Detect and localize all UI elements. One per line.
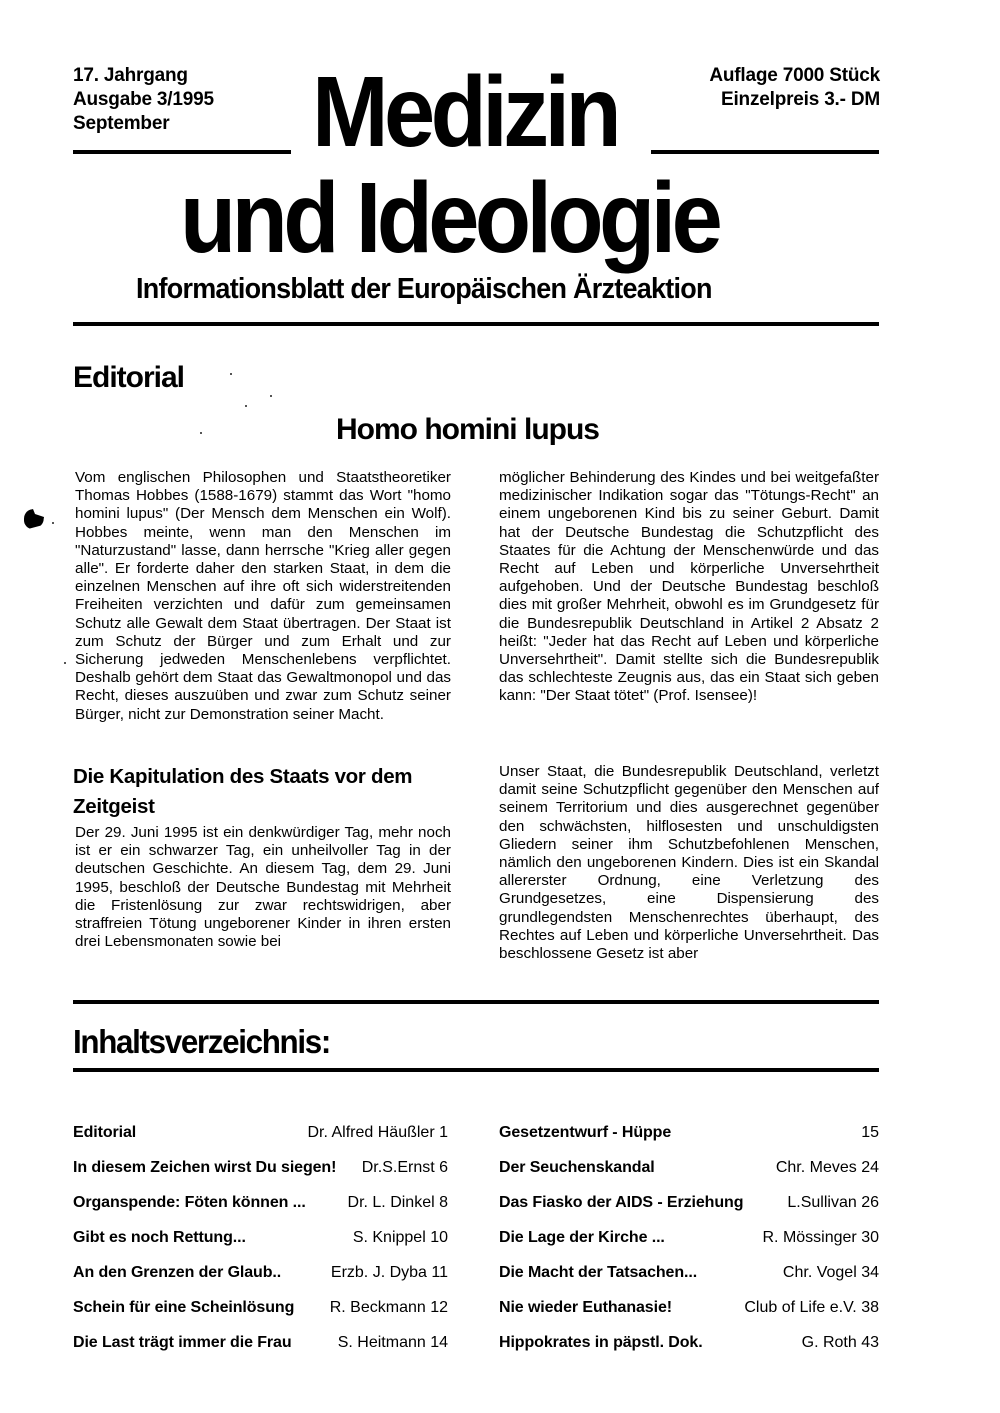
toc-entry-author-page: 15 <box>861 1124 879 1141</box>
toc-entry-title: Hippokrates in päpstl. Dok. <box>499 1334 703 1351</box>
toc-entry-author-page: R. Beckmann 12 <box>329 1299 448 1316</box>
editorial-column-left <box>75 469 451 724</box>
toc-divider-top <box>73 1000 879 1004</box>
toc-entry-title: Das Fiasko der AIDS - Erziehung <box>499 1194 744 1211</box>
toc-entry[interactable] <box>73 1227 448 1262</box>
toc-entry-author-page: Dr. Alfred Häußler 1 <box>307 1124 448 1141</box>
toc-entry-author-page: Dr. L. Dinkel 8 <box>347 1194 448 1211</box>
scan-speck <box>270 395 272 397</box>
scan-speck <box>64 662 66 664</box>
editorial-paragraph: Der 29. Juni 1995 ist ein denkwürdiger Tag, mehr noch ist er ein schwarzer Tag, ein unheilvoller Tag in der deutschen Geschichte. An diesem Tag, dem 29. Juni 1995, beschloß der Deutsche Bundestag mit Mehrheit die Fristenlösung zur zwar rechtswidrigen, aber straffreien Tötung ungeborener Kinder in ihren ersten drei Lebensmonaten sowie bei <box>75 824 451 951</box>
toc-entry[interactable] <box>73 1157 448 1192</box>
toc-entry[interactable] <box>73 1122 448 1157</box>
toc-entry-author-page: G. Roth 43 <box>801 1334 879 1351</box>
toc-entry-author-page: Chr. Meves 24 <box>775 1159 879 1176</box>
scan-speck <box>245 405 247 407</box>
editorial-column-right <box>499 469 879 706</box>
unit-price: Einzelpreis 3.- DM <box>721 89 880 110</box>
editorial-paragraph: Vom englischen Philosophen und Staatstheoretiker Thomas Hobbes (1588-1679) stammt das Wort "homo homini lupus" (Der Mensch dem Menschen ein Wolf). Hobbes meinte, wenn man den Menschen im "Naturzustand" lasse, dann herrsche "Krieg aller gegen alle". Er forderte daher den starken Staat, in dem die einzelnen Menschen auf ihre oft sich widerstreitenden Freiheiten verzichten und dafür zum gemeinsamen Schutz alle Gewalt dem Staat übertragen. Der Staat ist zum Schutz der Bürger und zum Erhalt und zur Sicherung jedweden Menschenlebens verpflichtet. Deshalb gehört dem Staat das Gewaltmonopol und das Recht, dieses auszuüben und zwar zum Schutz seiner Bürger, nicht zur Demonstration seiner Macht. <box>75 469 451 723</box>
editorial-subheading: Die Kapitulation des Staats vor dem Zeitgeist <box>73 765 413 818</box>
section-title-editorial: Editorial <box>73 361 185 394</box>
masthead-title-line-1: Medizin <box>312 56 618 168</box>
toc-entry-title: Schein für eine Scheinlösung <box>73 1299 295 1316</box>
masthead-title-line-2: und Ideologie <box>180 162 719 274</box>
toc-entry-author-page: Dr.S.Ernst 6 <box>361 1159 448 1176</box>
ink-blot <box>24 509 44 529</box>
toc-column-left <box>73 1122 448 1367</box>
toc-entry-author-page: R. Mössinger 30 <box>762 1229 879 1246</box>
issue-number: Ausgabe 3/1995 <box>73 89 214 110</box>
toc-entry-title: In diesem Zeichen wirst Du siegen! <box>73 1159 337 1176</box>
scan-speck <box>230 373 232 375</box>
print-info <box>709 64 880 112</box>
toc-entry-title: Die Lage der Kirche ... <box>499 1229 665 1246</box>
print-run: Auflage 7000 Stück <box>709 65 880 86</box>
issue-info <box>73 64 214 136</box>
toc-entry-author-page: S. Knippel 10 <box>352 1229 448 1246</box>
toc-entry-title: An den Grenzen der Glaub.. <box>73 1264 282 1281</box>
toc-entry-title: Der Seuchenskandal <box>499 1159 655 1176</box>
editorial-paragraph: möglicher Behinderung des Kindes und bei weitgefaßter medizinischer Indikation sogar das "Tötungs-Recht" an einem ungeborenen Kind bis zu seiner Geburt. Damit hat der Deutsche Bundestag die Schutzpflicht des Staates für die Achtung der Menschenwürde und das Recht auf Leben und körperliche Unversehrtheit aufgehoben. Und der Deutsche Bundestag beschloß dies mit großer Mehrheit, obwohl es im Grundgesetz für die Bundesrepublik Deutschland in Artikel 2 Absatz 2 heißt: "Jeder hat das Recht auf Leben und körperliche Unversehrtheit". Damit stellte sich die Bundesrepublik das schlechteste Zeugnis aus, das ein Staat sich geben kann: "Der Staat tötet" (Prof. Isensee)! <box>499 469 879 705</box>
toc-entry[interactable] <box>499 1122 879 1157</box>
toc-entry-title: Gesetzentwurf - Hüppe <box>499 1124 672 1141</box>
toc-entry-title: Die Macht der Tatsachen... <box>499 1264 698 1281</box>
issue-volume: 17. Jahrgang <box>73 65 188 86</box>
masthead-subtitle: Informationsblatt der Europäischen Ärzteaktion <box>136 273 712 305</box>
editorial-column-left-continued <box>75 824 451 951</box>
toc-entry[interactable] <box>499 1192 879 1227</box>
article-title: Homo homini lupus <box>336 413 599 446</box>
toc-entry-author-page: Erzb. J. Dyba 11 <box>330 1264 448 1281</box>
header-divider <box>73 322 879 326</box>
toc-entry[interactable] <box>499 1332 879 1367</box>
toc-divider-bottom <box>73 1068 879 1072</box>
toc-entry[interactable] <box>499 1297 879 1332</box>
toc-entry-author-page: L.Sullivan 26 <box>787 1194 879 1211</box>
scan-speck <box>200 432 202 434</box>
scan-speck <box>52 522 54 524</box>
toc-entry-title: Gibt es noch Rettung... <box>73 1229 246 1246</box>
toc-entry-title: Editorial <box>73 1124 137 1141</box>
toc-entry-author-page: Chr. Vogel 34 <box>782 1264 879 1281</box>
toc-entry[interactable] <box>499 1262 879 1297</box>
toc-entry[interactable] <box>73 1192 448 1227</box>
toc-entry[interactable] <box>499 1227 879 1262</box>
toc-entry[interactable] <box>499 1157 879 1192</box>
toc-title: Inhaltsverzeichnis: <box>73 1023 330 1060</box>
masthead-rule-left <box>73 150 291 154</box>
masthead-rule-right <box>651 150 879 154</box>
toc-entry-title: Organspende: Föten können ... <box>73 1194 306 1211</box>
toc-entry[interactable] <box>73 1297 448 1332</box>
editorial-column-right-continued <box>499 763 879 963</box>
editorial-paragraph: Unser Staat, die Bundesrepublik Deutschland, verletzt damit seine Schutzpflicht gegenüber den Menschen auf seinem Territorium und dies ausgerechnet gegenüber den schwächsten, hilflosesten und unschuldigsten Gliedern seiner ihm Schutzbefohlenen Menschen, nämlich den ungeborenen Kindern. Dies ist ein Skandal allererster Ordnung, eine Verletzung des Grundgesetzes, eine Dispensierung des grundlegendsten Menschenrechtes überhaupt, des Rechtes auf Leben und körperliche Unversehrtheit. Das beschlossene Gesetz ist aber <box>499 763 879 963</box>
toc-entry[interactable] <box>73 1332 448 1367</box>
toc-column-right <box>499 1122 879 1367</box>
toc-entry-author-page: Club of Life e.V. 38 <box>744 1299 879 1316</box>
toc-entry-author-page: S. Heitmann 14 <box>337 1334 448 1351</box>
toc-entry-title: Nie wieder Euthanasie! <box>499 1299 672 1316</box>
issue-month: September <box>73 113 170 134</box>
toc-entry[interactable] <box>73 1262 448 1297</box>
toc-entry-title: Die Last trägt immer die Frau <box>73 1334 292 1351</box>
